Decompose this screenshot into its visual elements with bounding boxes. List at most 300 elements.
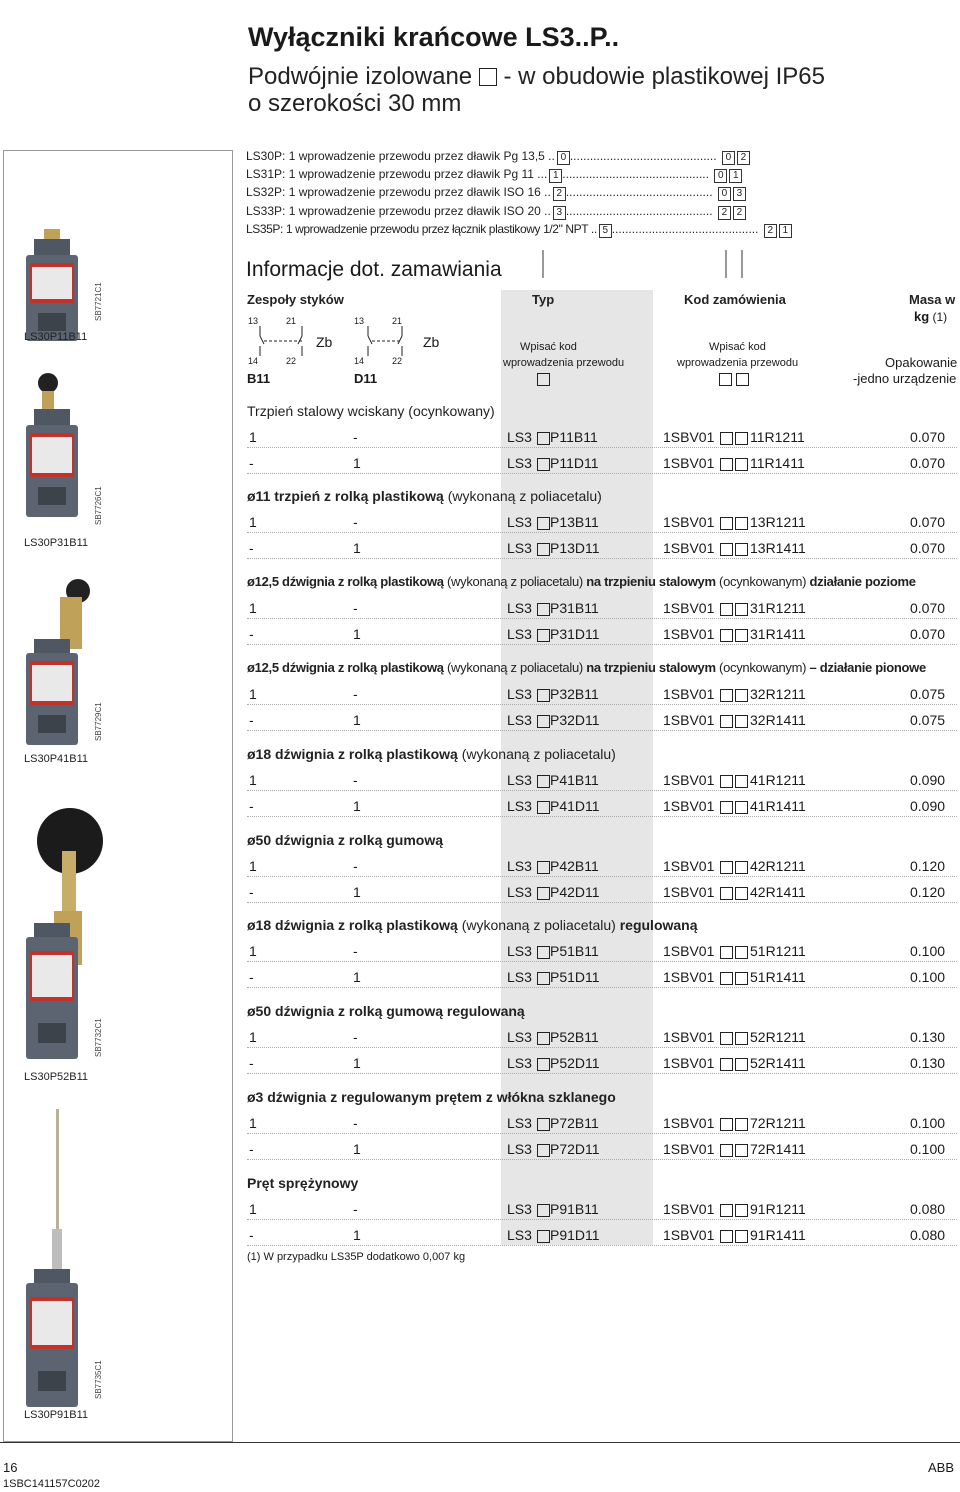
cell-type-prefix: LS3	[507, 943, 532, 959]
order-code-box	[720, 972, 733, 985]
section-heading	[247, 1175, 358, 1191]
cable-entry-code-digit: 0	[722, 151, 735, 165]
cell-type-suffix: P13D11	[550, 540, 600, 556]
image-code-4: SB7732C1	[94, 1018, 103, 1057]
cell-type-prefix: LS3	[507, 798, 532, 814]
cell-type-suffix: P72D11	[550, 1141, 600, 1157]
section-heading-part: ø50 dźwignia z rolką gumową regulowaną	[247, 1003, 525, 1019]
page-title: Wyłączniki krańcowe LS3..P..	[248, 22, 620, 52]
cell-d11-qty: -	[353, 858, 358, 874]
cell-b11-qty: 1	[249, 943, 257, 959]
section-heading-part: na trzpieniu stalowym	[586, 660, 716, 675]
cell-code-prefix: 1SBV01	[663, 540, 715, 556]
cell-b11-qty: 1	[249, 1115, 257, 1131]
cell-code-prefix: 1SBV01	[663, 626, 715, 642]
type-hint-2: wprowadzenia przewodu	[503, 357, 625, 369]
cell-mass: 0.070	[910, 600, 946, 616]
type-code-box	[537, 861, 550, 874]
column-mass-unit: kg (1)	[914, 309, 948, 324]
subtitle-part-2: - w obudowie plastikowej IP65	[503, 63, 826, 90]
table-row	[247, 1052, 957, 1074]
cell-type-prefix: LS3	[507, 1055, 532, 1071]
cell-code-prefix: 1SBV01	[663, 858, 715, 874]
image-label-2: LS30P31B11	[24, 537, 89, 549]
section-heading-part: ø3 dźwignia z regulowanym prętem z włókna szklanego	[247, 1089, 616, 1105]
table-row	[247, 855, 957, 877]
code-placeholder-boxes	[719, 372, 749, 390]
device-image-ls30p52b11	[26, 808, 103, 1059]
row-divider	[247, 1073, 957, 1074]
cell-b11-qty: -	[249, 1141, 254, 1157]
footnote: (1) W przypadku LS35P dodatkowo 0,007 kg	[247, 1251, 466, 1263]
section-heading	[247, 488, 602, 504]
section-heading-part: Trzpień stalowy wciskany (ocynkowany)	[247, 403, 495, 419]
packaging-label-2: -jedno urządzenie	[853, 371, 957, 386]
cell-code-suffix: 11R1411	[750, 455, 805, 471]
cell-code-prefix: 1SBV01	[663, 600, 715, 616]
cell-type-suffix: P42B11	[550, 858, 599, 874]
cell-mass: 0.120	[910, 858, 946, 874]
cell-mass: 0.080	[910, 1201, 946, 1217]
order-code-box	[735, 689, 748, 702]
section-heading	[247, 917, 698, 933]
cable-entry-code-digit: 1	[729, 169, 742, 183]
leader-dots: ............................................	[565, 185, 713, 199]
table-row	[247, 426, 957, 448]
table-row	[247, 940, 957, 962]
cable-entry-code-digit: 2	[737, 151, 750, 165]
cell-code-prefix: 1SBV01	[663, 884, 715, 900]
section-heading-part: (wykonaną z poliacetalu)	[443, 660, 587, 675]
cell-code-prefix: 1SBV01	[663, 772, 715, 788]
cell-code-suffix: 13R1411	[750, 540, 806, 556]
cell-type-suffix: P41B11	[550, 772, 599, 788]
cell-code-prefix: 1SBV01	[663, 1029, 715, 1045]
cell-d11-qty: -	[353, 1201, 358, 1217]
cell-d11-qty: 1	[353, 455, 361, 471]
cell-type-suffix: P52B11	[550, 1029, 599, 1045]
cell-code-suffix: 41R1211	[750, 772, 806, 788]
cell-b11-qty: 1	[249, 772, 257, 788]
row-divider	[247, 644, 957, 645]
order-code-box	[720, 689, 733, 702]
type-code-box	[537, 603, 550, 616]
cell-code-suffix: 72R1411	[750, 1141, 806, 1157]
cell-type-suffix: P42D11	[550, 884, 600, 900]
cell-type-suffix: P32D11	[550, 712, 600, 728]
order-code-box	[720, 887, 733, 900]
section-heading-part: (wykonaną z poliacetalu)	[457, 746, 616, 762]
order-code-box	[735, 432, 748, 445]
table-row	[247, 537, 957, 559]
table-row	[247, 769, 957, 791]
code-hint-2: wprowadzenia przewodu	[677, 357, 799, 369]
cell-code-suffix: 42R1211	[750, 858, 806, 874]
cell-type-prefix: LS3	[507, 1201, 532, 1217]
cell-code-prefix: 1SBV01	[663, 1055, 715, 1071]
cable-entry-text: LS32P: 1 wprowadzenie przewodu przez dławik ISO 16 ..	[246, 185, 551, 199]
type-code-box	[537, 1230, 550, 1243]
cell-type-prefix: LS3	[507, 712, 532, 728]
cell-type-suffix: P31B11	[550, 600, 599, 616]
section-heading	[247, 660, 926, 675]
column-order-code: Kod zamówienia	[684, 292, 786, 307]
section-heading	[247, 1089, 616, 1105]
order-code-box	[720, 1032, 733, 1045]
cell-code-suffix: 11R1211	[750, 429, 805, 445]
order-code-box	[720, 543, 733, 556]
cell-code-suffix: 52R1411	[750, 1055, 806, 1071]
terminal-13-a: 13	[248, 316, 259, 326]
subtitle-part-3: o szerokości 30 mm	[248, 90, 462, 117]
footer-divider	[0, 1442, 960, 1443]
order-code-box	[735, 1118, 748, 1131]
cell-code-prefix: 1SBV01	[663, 514, 715, 530]
order-code-box	[720, 629, 733, 642]
device-image-ls30p41b11	[26, 579, 90, 745]
image-label-4: LS30P52B11	[24, 1071, 89, 1083]
cell-b11-qty: -	[249, 1055, 254, 1071]
cell-code-suffix: 51R1411	[750, 969, 806, 985]
cell-mass: 0.090	[910, 798, 946, 814]
terminal-14-a: 14	[248, 356, 259, 366]
order-code-box	[720, 1058, 733, 1071]
double-insulation-icon	[479, 68, 497, 86]
image-code-1: SB7721C1	[94, 282, 103, 321]
cell-type-suffix: P31D11	[550, 626, 600, 642]
row-divider	[247, 1219, 957, 1220]
order-code-box	[720, 801, 733, 814]
order-code-box	[735, 629, 748, 642]
order-code-box	[720, 1144, 733, 1157]
section-heading-part: – działanie pionowe	[809, 660, 926, 675]
cell-b11-qty: -	[249, 798, 254, 814]
cell-type-prefix: LS3	[507, 455, 532, 471]
order-code-box	[720, 775, 733, 788]
cell-d11-qty: 1	[353, 626, 361, 642]
cable-entry-code-digit: 1	[779, 224, 792, 238]
cell-code-suffix: 32R1411	[750, 712, 806, 728]
order-code-box	[735, 801, 748, 814]
cell-b11-qty: 1	[249, 1201, 257, 1217]
section-heading-part: regulowaną	[619, 917, 698, 933]
type-code-box	[537, 517, 550, 530]
section-heading-part: (ocynkowanym)	[715, 660, 810, 675]
image-code-5: SB7735C1	[94, 1360, 103, 1399]
order-code-box	[720, 1204, 733, 1217]
order-code-box	[720, 1118, 733, 1131]
cable-entry-code-digit: 2	[733, 206, 746, 220]
row-divider	[247, 961, 957, 962]
cell-type-suffix: P52D11	[550, 1055, 600, 1071]
cell-type-suffix: P91D11	[550, 1227, 600, 1243]
cell-d11-qty: -	[353, 600, 358, 616]
cell-type-prefix: LS3	[507, 1029, 532, 1045]
cell-mass: 0.075	[910, 712, 946, 728]
d11-label: D11	[354, 371, 378, 386]
section-heading-part: (wykonaną z poliacetalu)	[443, 574, 587, 589]
cell-code-suffix: 32R1211	[750, 686, 806, 702]
cell-b11-qty: 1	[249, 429, 257, 445]
table-row	[247, 1198, 957, 1220]
page-subtitle	[248, 63, 825, 117]
order-code-box	[735, 517, 748, 530]
image-label-1: LS30P11B11	[24, 331, 88, 343]
section-heading-part: ø18 dźwignia z rolką plastikową	[247, 917, 458, 933]
device-image-ls30p11b11	[26, 229, 78, 341]
section-heading-part: ø18 dźwignia z rolką plastikową	[247, 746, 458, 762]
order-code-box	[735, 1058, 748, 1071]
type-code-box	[537, 775, 550, 788]
subtitle-part-1: Podwójnie izolowane	[248, 63, 473, 90]
cell-code-suffix: 31R1211	[750, 600, 806, 616]
table-row	[247, 1112, 957, 1134]
order-code-box	[735, 946, 748, 959]
cell-d11-qty: 1	[353, 1227, 361, 1243]
type-placeholder-box	[537, 372, 550, 390]
column-type: Typ	[532, 292, 555, 307]
terminal-13-b: 13	[354, 316, 365, 326]
cell-type-prefix: LS3	[507, 772, 532, 788]
order-code-box	[720, 715, 733, 728]
cable-entry-item	[246, 222, 789, 238]
section-heading	[247, 574, 916, 589]
row-divider	[247, 730, 957, 731]
cell-type-suffix: P32B11	[550, 686, 599, 702]
b11-label: B11	[247, 371, 271, 386]
device-image-ls30p91b11	[26, 1109, 78, 1407]
ordering-title: Informacje dot. zamawiania	[246, 258, 502, 281]
cell-d11-qty: -	[353, 429, 358, 445]
cell-b11-qty: -	[249, 1227, 254, 1243]
order-code-box	[735, 458, 748, 471]
cell-type-suffix: P91B11	[550, 1201, 599, 1217]
cell-d11-qty: -	[353, 1029, 358, 1045]
cell-d11-qty: -	[353, 943, 358, 959]
order-code-box	[735, 775, 748, 788]
cable-entry-item	[246, 167, 756, 183]
cell-mass: 0.100	[910, 943, 946, 959]
row-divider	[247, 1159, 957, 1160]
order-code-box	[735, 715, 748, 728]
row-divider	[247, 1245, 957, 1246]
cell-mass: 0.080	[910, 1227, 946, 1243]
order-code-box	[720, 1230, 733, 1243]
cell-mass: 0.075	[910, 686, 946, 702]
cell-b11-qty: 1	[249, 686, 257, 702]
cell-code-suffix: 91R1211	[750, 1201, 806, 1217]
table-row	[247, 452, 957, 474]
cable-entry-key: 3	[553, 206, 566, 220]
row-divider	[247, 558, 957, 559]
cell-b11-qty: -	[249, 540, 254, 556]
section-heading-part: Pręt sprężynowy	[247, 1175, 359, 1191]
zb-label-a: Zb	[316, 334, 333, 350]
cell-d11-qty: -	[353, 772, 358, 788]
cell-code-suffix: 41R1411	[750, 798, 806, 814]
terminal-22-a: 22	[286, 356, 297, 366]
cell-type-prefix: LS3	[507, 600, 532, 616]
cell-mass: 0.070	[910, 626, 946, 642]
cell-b11-qty: -	[249, 712, 254, 728]
cell-code-prefix: 1SBV01	[663, 943, 715, 959]
cell-type-prefix: LS3	[507, 626, 532, 642]
order-code-box	[720, 861, 733, 874]
cell-type-suffix: P41D11	[550, 798, 600, 814]
cable-entry-code-digit: 2	[718, 206, 731, 220]
type-hint-1: Wpisać kod	[520, 341, 577, 353]
cell-d11-qty: 1	[353, 540, 361, 556]
cell-type-prefix: LS3	[507, 1115, 532, 1131]
type-code-box	[537, 543, 550, 556]
type-code-box	[537, 432, 550, 445]
cell-d11-qty: 1	[353, 712, 361, 728]
section-heading-part: ø50 dźwignia z rolką gumową	[247, 832, 444, 848]
cell-mass: 0.130	[910, 1029, 946, 1045]
product-images-panel	[3, 150, 233, 1442]
image-label-5: LS30P91B11	[24, 1409, 89, 1421]
cell-code-prefix: 1SBV01	[663, 798, 715, 814]
section-heading	[247, 746, 616, 762]
cable-entry-key: 0	[557, 151, 570, 165]
section-heading-part: ø11 trzpień z rolką plastikową	[247, 488, 444, 504]
document-number: 1SBC141157C0202	[3, 1478, 101, 1490]
cell-type-suffix: P11D11	[550, 455, 599, 471]
page-number: 16	[3, 1460, 18, 1475]
cell-b11-qty: 1	[249, 1029, 257, 1045]
table-row	[247, 1224, 957, 1246]
type-code-box	[537, 972, 550, 985]
cell-b11-qty: -	[249, 884, 254, 900]
order-code-box	[735, 887, 748, 900]
type-code-box	[537, 1118, 550, 1131]
cable-entry-code-digit: 0	[714, 169, 727, 183]
type-code-box	[537, 689, 550, 702]
cable-entry-item	[246, 204, 756, 220]
cell-mass: 0.070	[910, 429, 946, 445]
cell-d11-qty: -	[353, 1115, 358, 1131]
cell-b11-qty: -	[249, 969, 254, 985]
table-row	[247, 1026, 957, 1048]
type-code-box	[537, 1058, 550, 1071]
cell-type-prefix: LS3	[507, 1227, 532, 1243]
table-row	[247, 511, 957, 533]
image-label-3: LS30P41B11	[24, 753, 89, 765]
cell-type-prefix: LS3	[507, 884, 532, 900]
type-code-box	[537, 458, 550, 471]
order-code-box	[735, 1230, 748, 1243]
cell-code-suffix: 72R1211	[750, 1115, 806, 1131]
column-mass: Masa w	[909, 292, 956, 307]
cable-entry-key: 2	[553, 187, 566, 201]
section-heading-part: ø12,5 dźwignia z rolką plastikową	[247, 660, 444, 675]
cell-type-prefix: LS3	[507, 686, 532, 702]
cable-entry-key: 5	[599, 224, 612, 238]
order-code-box	[735, 1144, 748, 1157]
section-heading-part: (wykonaną z poliacetalu)	[457, 917, 620, 933]
order-code-box	[735, 1032, 748, 1045]
leader-dots: ............................................	[569, 149, 717, 163]
section-heading-part: (wykonaną z poliacetalu)	[443, 488, 602, 504]
order-code-box	[735, 1204, 748, 1217]
cell-code-prefix: 1SBV01	[663, 686, 715, 702]
cell-type-prefix: LS3	[507, 514, 532, 530]
cell-mass: 0.070	[910, 514, 946, 530]
cell-code-suffix: 52R1211	[750, 1029, 806, 1045]
type-code-box	[537, 1144, 550, 1157]
cell-code-prefix: 1SBV01	[663, 455, 715, 471]
section-heading	[247, 1003, 525, 1019]
cell-code-prefix: 1SBV01	[663, 969, 715, 985]
cell-d11-qty: 1	[353, 969, 361, 985]
cell-type-suffix: P72B11	[550, 1115, 599, 1131]
order-code-box	[720, 458, 733, 471]
table-row	[247, 966, 957, 988]
type-code-box	[537, 715, 550, 728]
ordering-pointer-lines	[540, 250, 750, 282]
cell-b11-qty: -	[249, 626, 254, 642]
order-code-box	[735, 861, 748, 874]
row-divider	[247, 876, 957, 877]
packaging-label: Opakowanie	[885, 355, 958, 370]
row-divider	[247, 532, 957, 533]
cell-type-suffix: P51B11	[550, 943, 599, 959]
cable-entry-text: LS33P: 1 wprowadzenie przewodu przez dławik ISO 20 ..	[246, 204, 551, 218]
cell-code-prefix: 1SBV01	[663, 1115, 715, 1131]
image-code-3: SB7729C1	[94, 702, 103, 741]
terminal-21-b: 21	[392, 316, 403, 326]
type-code-box	[537, 1032, 550, 1045]
cell-mass: 0.100	[910, 1115, 946, 1131]
row-divider	[247, 902, 957, 903]
terminal-21-a: 21	[286, 316, 297, 326]
section-heading-part: ø12,5 dźwignia z rolką plastikową	[247, 574, 444, 589]
cell-d11-qty: 1	[353, 1055, 361, 1071]
cell-mass: 0.070	[910, 455, 946, 471]
row-divider	[247, 1133, 957, 1134]
cable-entry-code-digit: 2	[764, 224, 777, 238]
row-divider	[247, 473, 957, 474]
cell-b11-qty: -	[249, 455, 254, 471]
cell-code-suffix: 42R1411	[750, 884, 806, 900]
cell-type-prefix: LS3	[507, 429, 532, 445]
cell-mass: 0.070	[910, 540, 946, 556]
order-code-box	[720, 946, 733, 959]
type-code-box	[537, 946, 550, 959]
device-image-ls30p31b11	[26, 373, 78, 517]
cell-d11-qty: -	[353, 514, 358, 530]
cell-d11-qty: -	[353, 686, 358, 702]
table-row	[247, 623, 957, 645]
cell-type-suffix: P11B11	[550, 429, 598, 445]
leader-dots: ............................................	[611, 222, 759, 236]
cell-type-prefix: LS3	[507, 1141, 532, 1157]
cell-mass: 0.130	[910, 1055, 946, 1071]
cell-mass: 0.100	[910, 969, 946, 985]
cell-b11-qty: 1	[249, 600, 257, 616]
cell-code-prefix: 1SBV01	[663, 712, 715, 728]
cell-d11-qty: 1	[353, 1141, 361, 1157]
type-code-box	[537, 629, 550, 642]
terminal-22-b: 22	[392, 356, 403, 366]
row-divider	[247, 987, 957, 988]
row-divider	[247, 790, 957, 791]
cell-code-suffix: 13R1211	[750, 514, 806, 530]
order-code-box	[720, 432, 733, 445]
cell-type-prefix: LS3	[507, 858, 532, 874]
cell-mass: 0.100	[910, 1141, 946, 1157]
cell-code-prefix: 1SBV01	[663, 429, 715, 445]
